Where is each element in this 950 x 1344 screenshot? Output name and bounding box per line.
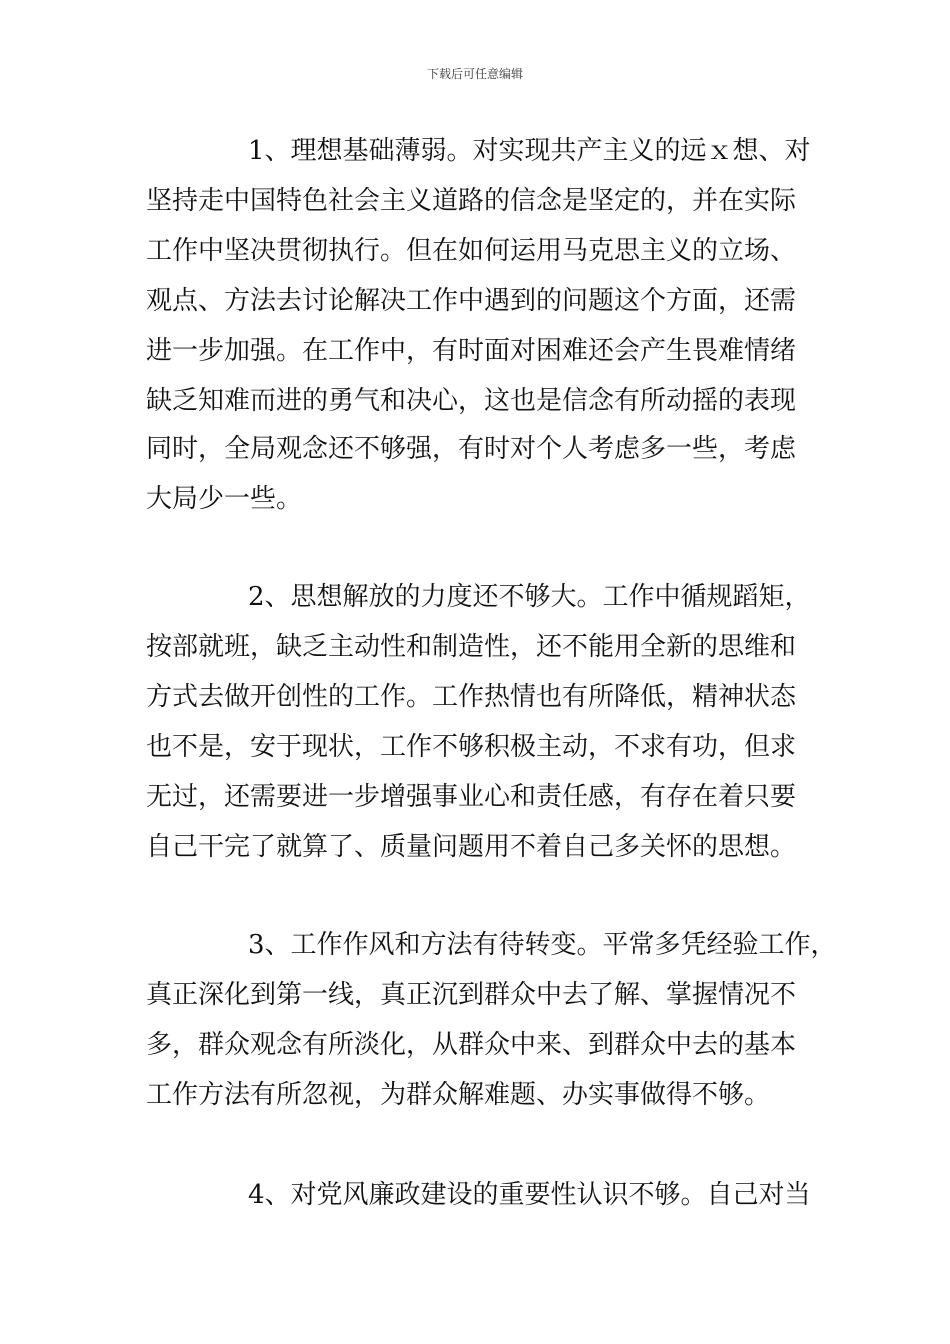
paragraph-3-line-2: 真正深化到第一线，真正沉到群众中去了解、掌握情况不 — [146, 980, 797, 1010]
paragraph-1-line-3: 工作中坚决贯彻执行。但在如何运用马克思主义的立场、 — [146, 236, 797, 266]
paragraph-1-line-7: 同时，全局观念还不够强，有时对个人考虑多一些，考虑 — [146, 434, 797, 464]
paragraph-2-line-3: 方式去做开创性的工作。工作热情也有所降低，精神状态 — [146, 682, 797, 712]
paragraph-2-line-6: 自己干完了就算了、质量问题用不着自己多关怀的思想。 — [146, 832, 797, 862]
paragraph-1-line-5: 进一步加强。在工作中，有时面对困难还会产生畏难情绪 — [146, 336, 797, 366]
paragraph-1-line-4: 观点、方法去讨论解决工作中遇到的问题这个方面，还需 — [146, 286, 797, 316]
paragraph-3-line-4: 工作方法有所忽视，为群众解难题、办实事做得不够。 — [146, 1080, 771, 1110]
paragraph-2-line-2: 按部就班，缺乏主动性和制造性，还不能用全新的思维和 — [146, 632, 797, 662]
paragraph-1-line-1: 1、理想基础薄弱。对实现共产主义的远ｘ想、对 — [248, 136, 811, 166]
paragraph-2-line-5: 无过，还需要进一步增强事业心和责任感，有存在着只要 — [146, 782, 797, 812]
page-header: 下载后可任意编辑 — [426, 67, 523, 81]
paragraph-1-line-2: 坚持走中国特色社会主义道路的信念是坚定的，并在实际 — [146, 186, 797, 216]
paragraph-4-line-1: 4、对党风廉政建设的重要性认识不够。自己对当 — [248, 1180, 811, 1210]
paragraph-3-line-1: 3、工作作风和方法有待转变。平常多凭经验工作， — [248, 930, 837, 960]
paragraph-2-line-1: 2、思想解放的力度还不够大。工作中循规蹈矩， — [248, 582, 811, 612]
paragraph-3-line-3: 多，群众观念有所淡化，从群众中来、到群众中去的基本 — [146, 1030, 797, 1060]
paragraph-1-line-6: 缺乏知难而进的勇气和决心，这也是信念有所动摇的表现 — [146, 386, 797, 416]
paragraph-1-line-8: 大局少一些。 — [146, 484, 303, 514]
paragraph-2-line-4: 也不是，安于现状，工作不够积极主动，不求有功，但求 — [146, 732, 797, 762]
